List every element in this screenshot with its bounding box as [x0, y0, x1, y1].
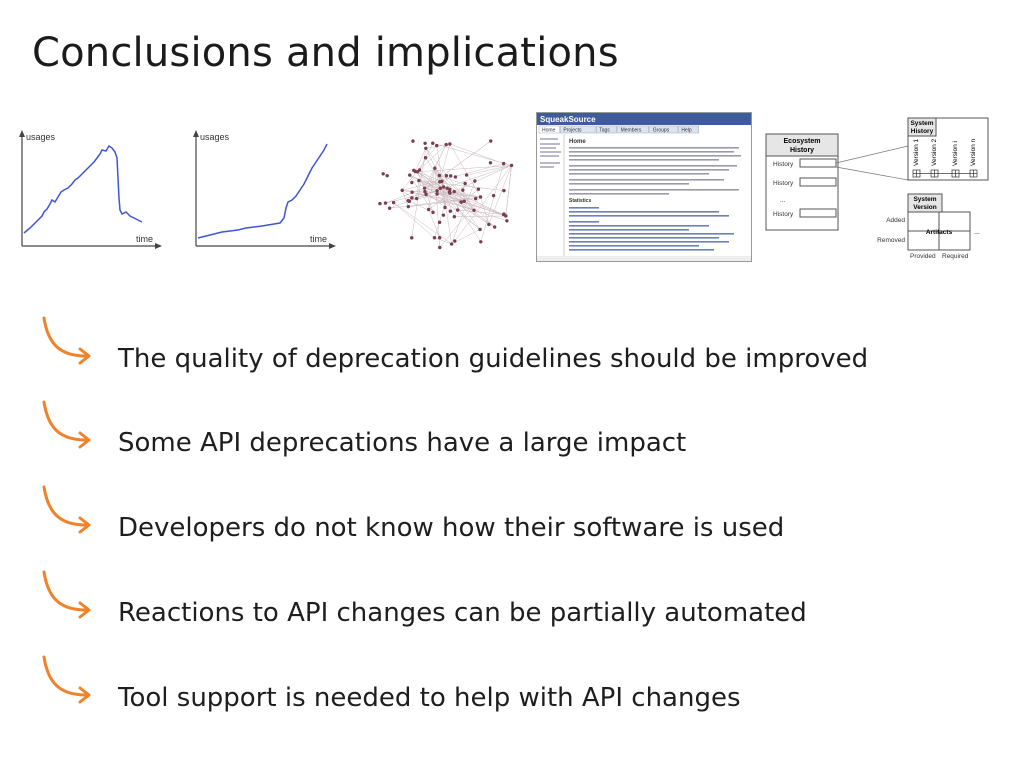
system-version-label: System [913, 196, 937, 203]
graph-node [400, 189, 403, 192]
graph-node [438, 221, 441, 224]
conclusion-bullet [40, 485, 1020, 545]
history-ellipsis: ... [780, 197, 786, 204]
squeaksource-screenshot [536, 112, 752, 262]
provided-label: Provided [910, 253, 936, 260]
graph-node [463, 200, 466, 203]
conclusion-bullet [40, 400, 1020, 460]
graph-node [442, 185, 445, 188]
conclusion-bullet [40, 655, 1020, 715]
version-label: Version i [952, 141, 959, 166]
y-axis-label: usages [200, 132, 230, 142]
added-label: Added [886, 217, 905, 224]
graph-node [510, 164, 513, 167]
curved-arrow-icon [40, 655, 110, 715]
site-tab-label: Tags [599, 127, 610, 134]
site-tab-label: Projects [563, 127, 582, 134]
bullet-text: The quality of deprecation guidelines should be improved [118, 344, 869, 374]
y-axis-arrow [193, 130, 199, 137]
graph-node [423, 190, 426, 193]
artifacts-ellipsis: ... [974, 229, 980, 236]
graph-node [411, 139, 414, 142]
graph-node [442, 213, 445, 216]
graph-node [474, 197, 477, 200]
x-axis-arrow [155, 243, 162, 249]
graph-node [449, 174, 452, 177]
site-tab-label: Members [620, 127, 642, 134]
site-logo: SqueakSource [540, 115, 596, 124]
graph-node [423, 142, 426, 145]
page-heading: Home [569, 139, 586, 145]
graph-node [412, 169, 415, 172]
site-tab-label: Home [542, 127, 556, 134]
graph-node [450, 242, 453, 245]
graph-node [456, 208, 459, 211]
graph-node [489, 139, 492, 142]
graph-node [438, 236, 441, 239]
graph-node [433, 236, 436, 239]
system-version-label-2: Version [913, 204, 937, 211]
ecosystem-history-label-2: History [789, 147, 815, 154]
graph-node [445, 186, 448, 189]
graph-node [388, 206, 391, 209]
graph-node [439, 187, 442, 190]
graph-node [445, 174, 448, 177]
version-label: Version 2 [931, 138, 938, 166]
y-axis-label: usages [26, 132, 56, 142]
site-tab-bar [539, 126, 699, 134]
x-axis-arrow [329, 243, 336, 249]
history-item: History [773, 180, 794, 187]
graph-node [415, 197, 418, 200]
graph-node [505, 219, 508, 222]
curved-arrow-icon [40, 570, 110, 630]
footer-bar [537, 256, 751, 261]
connector-line [836, 146, 908, 163]
graph-node [410, 196, 413, 199]
graph-node [433, 167, 436, 170]
graph-node [502, 162, 505, 165]
artifacts-label: Artifacts [925, 229, 953, 236]
site-tab-label: Groups [652, 127, 670, 134]
ecosystem-model-diagram [760, 112, 996, 264]
graph-node [424, 156, 427, 159]
site-tab-label: Help [681, 127, 692, 134]
curved-arrow-icon [40, 400, 110, 460]
page-frame [537, 113, 752, 262]
usage-chart-rise [188, 128, 338, 253]
graph-node [444, 143, 447, 146]
graph-node [463, 182, 466, 185]
graph-node [431, 211, 434, 214]
bullet-text: Some API deprecations have a large impact [118, 428, 687, 458]
graph-node [472, 209, 475, 212]
graph-node [459, 200, 462, 203]
ecosystem-history-label: Ecosystem [783, 138, 821, 145]
graph-node [453, 190, 456, 193]
graph-node [493, 225, 496, 228]
system-history-label: System [910, 120, 934, 127]
graph-node [438, 174, 441, 177]
version-label: Version 1 [913, 138, 920, 166]
usage-series-line [198, 144, 327, 238]
graph-node [448, 142, 451, 145]
graph-node [423, 186, 426, 189]
graph-node [385, 174, 388, 177]
slide-title: Conclusions and implications [32, 30, 619, 76]
graph-node [453, 239, 456, 242]
connector-line [836, 167, 908, 180]
usage-chart-drop [14, 128, 164, 253]
graph-node [392, 201, 395, 204]
bullet-text: Reactions to API changes can be partially automated [118, 598, 807, 628]
graph-node [418, 168, 421, 171]
graph-node [424, 147, 427, 150]
network-graph [362, 118, 527, 258]
graph-node [465, 173, 468, 176]
graph-node [449, 210, 452, 213]
graph-node [381, 172, 384, 175]
required-label: Required [942, 253, 969, 260]
graph-node [487, 223, 490, 226]
graph-node [407, 205, 410, 208]
graph-node [489, 161, 492, 164]
y-axis-arrow [19, 130, 25, 137]
graph-node [410, 181, 413, 184]
graph-node [477, 188, 480, 191]
version-label: Version n [970, 138, 977, 166]
history-item: History [773, 211, 794, 218]
graph-node [492, 194, 495, 197]
graph-node [479, 195, 482, 198]
graph-node [435, 144, 438, 147]
x-axis-label: time [310, 234, 328, 244]
graph-node [443, 206, 446, 209]
graph-node [410, 236, 413, 239]
graph-node [479, 240, 482, 243]
system-history-label-2: History [910, 128, 934, 135]
conclusion-bullet [40, 570, 1020, 630]
graph-node [435, 192, 438, 195]
removed-label: Removed [877, 237, 905, 244]
graph-node [454, 175, 457, 178]
bullet-text: Tool support is needed to help with API changes [118, 683, 741, 713]
graph-node [431, 141, 434, 144]
history-item: History [773, 161, 794, 168]
curved-arrow-icon [40, 316, 110, 376]
graph-node [384, 201, 387, 204]
graph-node [478, 228, 481, 231]
graph-node [502, 189, 505, 192]
graph-node [438, 246, 441, 249]
bullet-text: Developers do not know how their software is used [118, 513, 785, 543]
graph-node [435, 189, 438, 192]
graph-node [417, 179, 420, 182]
graph-node [453, 215, 456, 218]
statistics-heading: Statistics [569, 198, 592, 204]
graph-node [410, 191, 413, 194]
curved-arrow-icon [40, 485, 110, 545]
graph-node [502, 212, 505, 215]
graph-node [473, 179, 476, 182]
conclusion-bullet [40, 316, 1020, 376]
graph-node [378, 202, 381, 205]
x-axis-label: time [136, 234, 154, 244]
graph-node [427, 208, 430, 211]
graph-node [438, 180, 441, 183]
graph-node [408, 200, 411, 203]
graph-node [461, 188, 464, 191]
usage-series-line [24, 146, 142, 233]
graph-node [408, 173, 411, 176]
